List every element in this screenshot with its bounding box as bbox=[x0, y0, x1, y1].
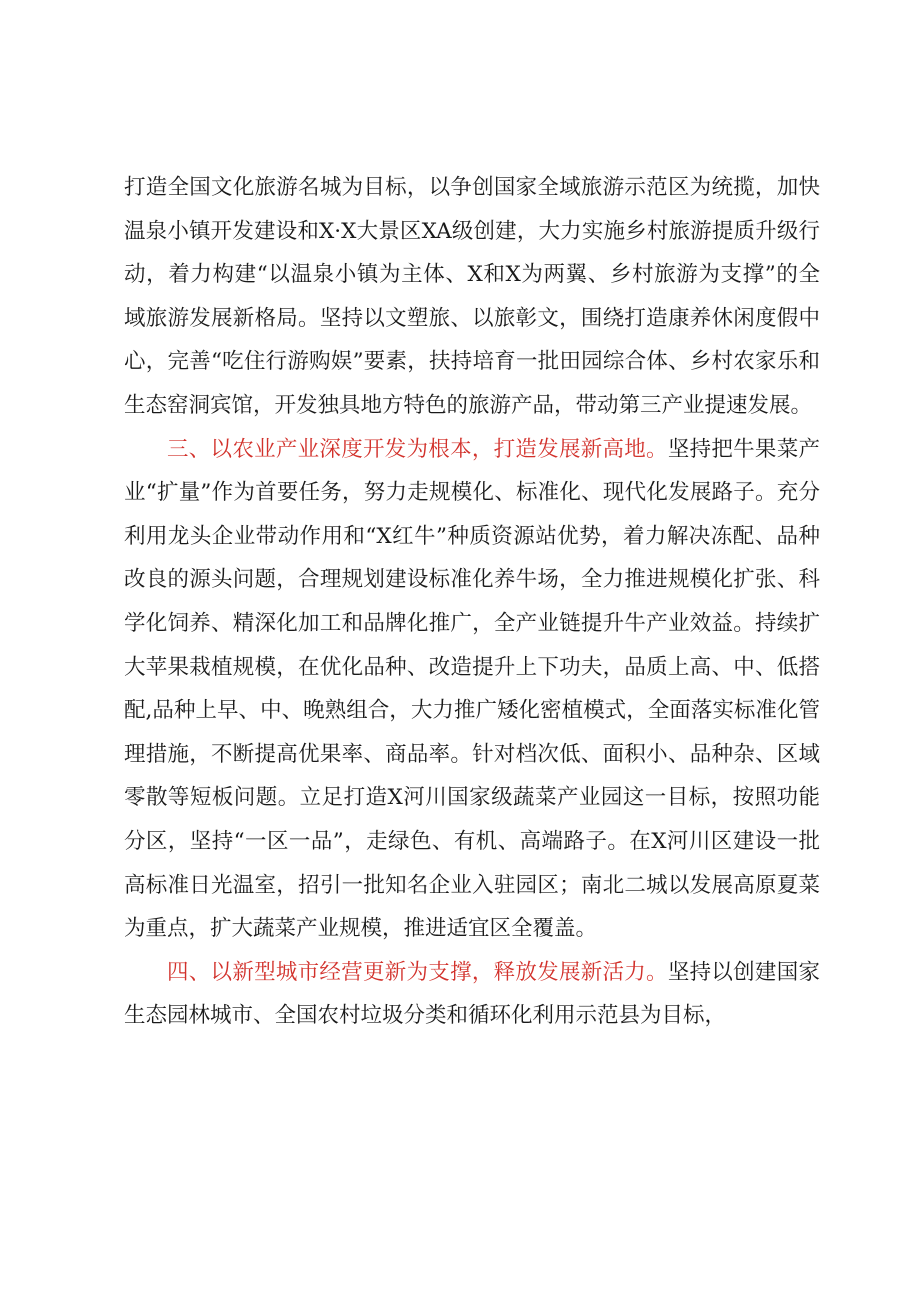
paragraph-body: 坚持把牛果菜产业“扩量”作为首要任务，努力走规模化、标准化、现代化发展路子。充分利用龙头企业带动作用和“X红牛”种质资源站优势，着力解决冻配、品种改良的源头问题，合理规划建设标准化养牛场，全力推进规模化扩张、科学化饲养、精深化加工和品牌化推广，全产业链提升牛产业效益。持续扩大苹果栽植规模，在优化品种、改造提升上下功夫，品质上高、中、低搭配,品种上早、中、晚熟组合，大力推广矮化密植模式，全面落实标准化管理措施，不断提高优果率、商品率。针对档次低、面积小、品种杂、区域零散等短板问题。立足打造X河川国家级蔬菜产业园这一目标，按照功能分区，坚持“一区一品”，走绿色、有机、高端路子。在X河川区建设一批高标准日光温室，招引一批知名企业入驻园区；南北二城以发展高原夏菜为重点，扩大蔬菜产业规模，推进适宜区全覆盖。 bbox=[124, 436, 820, 942]
paragraph-tourism-continuation bbox=[124, 166, 820, 428]
document-body bbox=[124, 166, 820, 1038]
paragraph-agriculture bbox=[124, 428, 820, 951]
section-heading-urban: 四、以新型城市经营更新为支撑，释放发展新活力。 bbox=[167, 959, 668, 985]
paragraph-urban bbox=[124, 951, 820, 1038]
paragraph-body: 打造全国文化旅游名城为目标，以争创国家全域旅游示范区为统揽，加快温泉小镇开发建设和X·X大景区XA级创建，大力实施乡村旅游提质升级行动，着力构建“以温泉小镇为主体、X和X为两翼、乡村旅游为支撑”的全域旅游发展新格局。坚持以文塑旅、以旅彰文，围绕打造康养休闲度假中心，完善“吃住行游购娱”要素，扶持培育一批田园综合体、乡村农家乐和生态窑洞宾馆，开发独具地方特色的旅游产品，带动第三产业提速发展。 bbox=[124, 175, 820, 418]
section-heading-agriculture: 三、以农业产业深度开发为根本，打造发展新高地。 bbox=[167, 436, 668, 462]
paragraph-body: 坚持以创建国家生态园林城市、全国农村垃圾分类和循环化利用示范县为目标， bbox=[124, 959, 820, 1029]
